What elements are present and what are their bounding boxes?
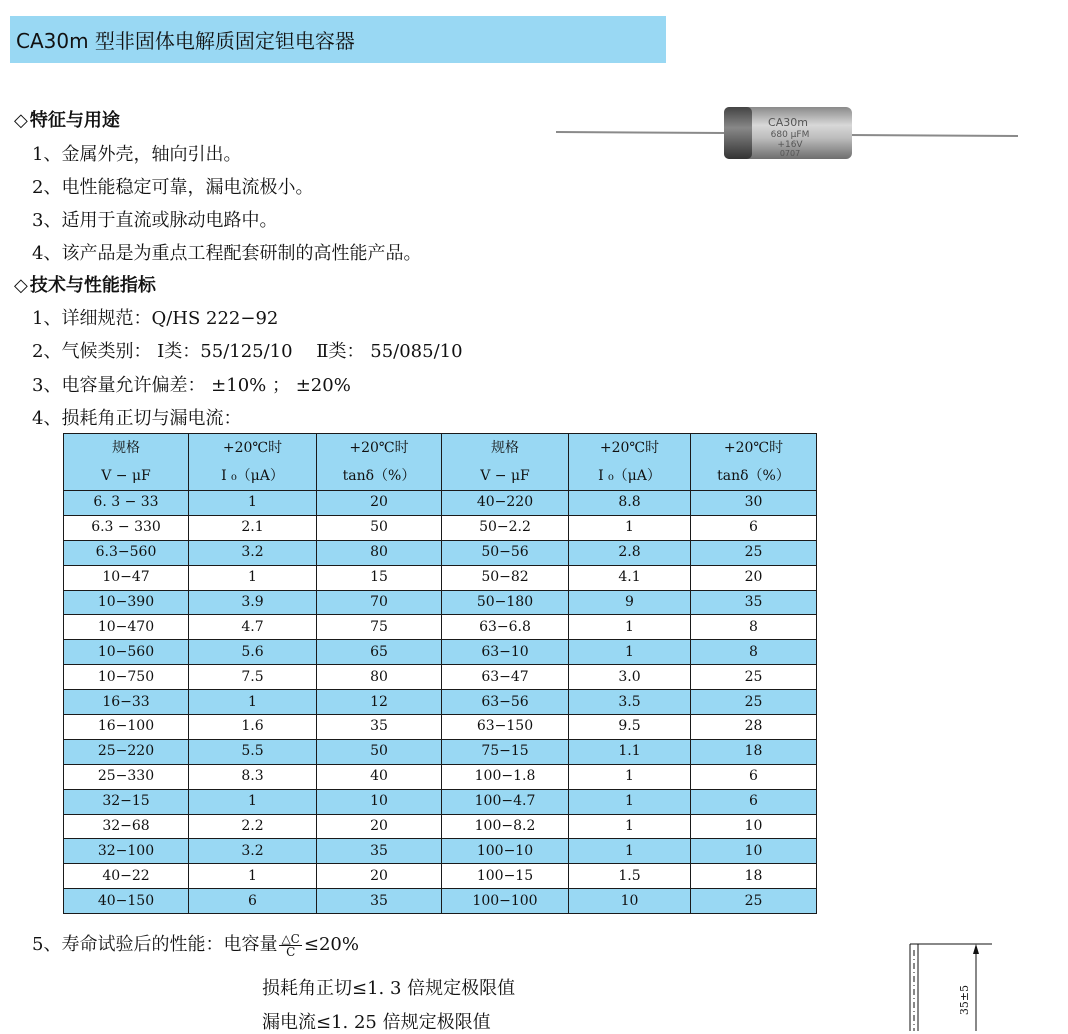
table-cell: 20 (317, 864, 442, 889)
delta-c-fraction: $\frac{\triangle C}{C}$ (281, 931, 300, 959)
table-cell: 2.8 (569, 540, 691, 565)
title-bar (10, 16, 666, 63)
table-cell: 1 (569, 814, 691, 839)
dimension-drawing (900, 936, 1000, 1031)
table-row (64, 739, 817, 764)
table-cell: 1 (569, 615, 691, 640)
table-cell: 1.6 (189, 715, 317, 740)
table-cell: 10 (691, 814, 817, 839)
table-cell: 50−2.2 (442, 515, 569, 540)
table-cell: 65 (317, 640, 442, 665)
header-cell: +20℃时 tanδ（%） (691, 434, 817, 491)
table-cell: 75−15 (442, 739, 569, 764)
table-cell: 8 (691, 615, 817, 640)
features-heading: ◇ 特征与用途 (14, 110, 120, 131)
capacitor-label-1: CA30m (768, 116, 808, 129)
table-row (64, 615, 817, 640)
feature-item: 2、电性能稳定可靠，漏电流极小。 (32, 177, 314, 198)
table-cell: 18 (691, 864, 817, 889)
table-cell: 25 (691, 540, 817, 565)
page-title: CA30m 型非固体电解质固定钽电容器 (16, 29, 355, 53)
table-cell: 63−150 (442, 715, 569, 740)
table-cell: 6 (691, 515, 817, 540)
capacitor-image (556, 102, 1020, 166)
table-cell: 63−47 (442, 665, 569, 690)
feature-item: 3、适用于直流或脉动电路中。 (32, 210, 278, 231)
table-cell: 6. 3 − 33 (64, 491, 189, 516)
table-cell: 3.9 (189, 590, 317, 615)
table-cell: 6.3−560 (64, 540, 189, 565)
capacitor-label-2: 680 μFM (770, 130, 810, 140)
table-cell: 3.0 (569, 665, 691, 690)
spec-item: 3、电容量允许偏差： ±10% ； ±20% (32, 375, 351, 396)
table-cell: 50 (317, 515, 442, 540)
table-row (64, 789, 817, 814)
table-cell: 80 (317, 665, 442, 690)
life-test-line: 5、寿命试验后的性能：电容量 $\frac{\triangle C}{C}$ ≤20% (32, 931, 359, 959)
table-cell: 8.8 (569, 491, 691, 516)
table-cell: 80 (317, 540, 442, 565)
table-cell: 10 (569, 889, 691, 914)
header-cell: +20℃时 tanδ（%） (317, 434, 442, 491)
table-header-row (64, 434, 817, 491)
dimension-label: 35±5 (958, 984, 971, 1016)
header-cell: +20℃时 I ₀（μA） (569, 434, 691, 491)
table-cell: 35 (317, 889, 442, 914)
table-cell: 63−6.8 (442, 615, 569, 640)
table-cell: 1 (569, 764, 691, 789)
diamond-icon: ◇ (14, 275, 28, 296)
table-cell: 50−56 (442, 540, 569, 565)
table-cell: 75 (317, 615, 442, 640)
table-cell: 18 (691, 739, 817, 764)
table-cell: 50−180 (442, 590, 569, 615)
table-cell: 1 (189, 789, 317, 814)
table-cell: 6.3 − 330 (64, 515, 189, 540)
table-cell: 8.3 (189, 764, 317, 789)
table-cell: 2.1 (189, 515, 317, 540)
diamond-icon: ◇ (14, 110, 28, 131)
table-row (64, 590, 817, 615)
table-cell: 25−220 (64, 739, 189, 764)
table-cell: 20 (317, 491, 442, 516)
capacitor-label-3: +16V (777, 140, 803, 150)
table-cell: 1 (569, 789, 691, 814)
table-cell: 8 (691, 640, 817, 665)
table-row (64, 690, 817, 715)
table-cell: 3.2 (189, 839, 317, 864)
table-cell: 28 (691, 715, 817, 740)
table-cell: 20 (691, 565, 817, 590)
table-cell: 40−22 (64, 864, 189, 889)
table-row (64, 715, 817, 740)
life-test-leakage-line: 漏电流≤1. 25 倍规定极限值 (262, 1012, 491, 1033)
table-cell: 100−100 (442, 889, 569, 914)
table-row (64, 889, 817, 914)
table-cell: 40−220 (442, 491, 569, 516)
table-cell: 32−100 (64, 839, 189, 864)
table-cell: 50 (317, 739, 442, 764)
spec-item: 1、详细规范：Q/HS 222−92 (32, 308, 279, 329)
capacitor-label-4: 0707 (779, 149, 801, 158)
table-cell: 1 (569, 839, 691, 864)
table-cell: 1 (189, 864, 317, 889)
table-cell: 4.1 (569, 565, 691, 590)
table-cell: 63−56 (442, 690, 569, 715)
table-cell: 1 (569, 515, 691, 540)
table-cell: 3.5 (569, 690, 691, 715)
table-cell: 35 (317, 715, 442, 740)
spec-item: 2、气候类别： Ⅰ类：55/125/10 Ⅱ类： 55/085/10 (32, 341, 463, 362)
table-cell: 9 (569, 590, 691, 615)
table-cell: 1.5 (569, 864, 691, 889)
table-cell: 100−15 (442, 864, 569, 889)
table-cell: 5.5 (189, 739, 317, 764)
table-cell: 3.2 (189, 540, 317, 565)
table-cell: 6 (691, 789, 817, 814)
table-cell: 100−8.2 (442, 814, 569, 839)
table-cell: 35 (317, 839, 442, 864)
table-cell: 15 (317, 565, 442, 590)
table-cell: 6 (691, 764, 817, 789)
spec-table (63, 433, 817, 914)
table-cell: 4.7 (189, 615, 317, 640)
header-cell: +20℃时 I ₀（μA） (189, 434, 317, 491)
table-cell: 25 (691, 665, 817, 690)
spec-item: 4、损耗角正切与漏电流： (32, 408, 242, 429)
table-cell: 40 (317, 764, 442, 789)
table-row (64, 864, 817, 889)
table-cell: 1 (189, 690, 317, 715)
life-test-tan-line: 损耗角正切≤1. 3 倍规定极限值 (262, 978, 516, 999)
table-cell: 10−560 (64, 640, 189, 665)
table-cell: 10−47 (64, 565, 189, 590)
table-row (64, 540, 817, 565)
table-cell: 25 (691, 889, 817, 914)
table-cell: 32−15 (64, 789, 189, 814)
header-cell: 规格 V − μF (64, 434, 189, 491)
table-cell: 10 (691, 839, 817, 864)
table-cell: 25 (691, 690, 817, 715)
table-cell: 16−100 (64, 715, 189, 740)
table-cell: 1.1 (569, 739, 691, 764)
table-row (64, 491, 817, 516)
table-cell: 10−750 (64, 665, 189, 690)
table-cell: 50−82 (442, 565, 569, 590)
table-cell: 63−10 (442, 640, 569, 665)
table-row (64, 640, 817, 665)
table-cell: 100−4.7 (442, 789, 569, 814)
table-cell: 1 (189, 565, 317, 590)
table-cell: 100−10 (442, 839, 569, 864)
feature-item: 1、金属外壳，轴向引出。 (32, 144, 242, 165)
table-cell: 1 (189, 491, 317, 516)
table-cell: 6 (189, 889, 317, 914)
table-row (64, 764, 817, 789)
table-cell: 1 (569, 640, 691, 665)
table-cell: 16−33 (64, 690, 189, 715)
table-cell: 10 (317, 789, 442, 814)
table-row (64, 565, 817, 590)
table-cell: 32−68 (64, 814, 189, 839)
table-cell: 12 (317, 690, 442, 715)
table-row (64, 814, 817, 839)
feature-item: 4、该产品是为重点工程配套研制的高性能产品。 (32, 243, 422, 264)
table-cell: 10−390 (64, 590, 189, 615)
table-cell: 2.2 (189, 814, 317, 839)
table-cell: 100−1.8 (442, 764, 569, 789)
table-cell: 20 (317, 814, 442, 839)
table-cell: 9.5 (569, 715, 691, 740)
table-row (64, 839, 817, 864)
table-cell: 30 (691, 491, 817, 516)
table-cell: 7.5 (189, 665, 317, 690)
table-row (64, 665, 817, 690)
header-cell: 规格 V − μF (442, 434, 569, 491)
table-row (64, 515, 817, 540)
table-cell: 10−470 (64, 615, 189, 640)
table-cell: 5.6 (189, 640, 317, 665)
table-cell: 70 (317, 590, 442, 615)
table-cell: 35 (691, 590, 817, 615)
table-cell: 25−330 (64, 764, 189, 789)
specs-heading: ◇ 技术与性能指标 (14, 275, 156, 296)
table-cell: 40−150 (64, 889, 189, 914)
